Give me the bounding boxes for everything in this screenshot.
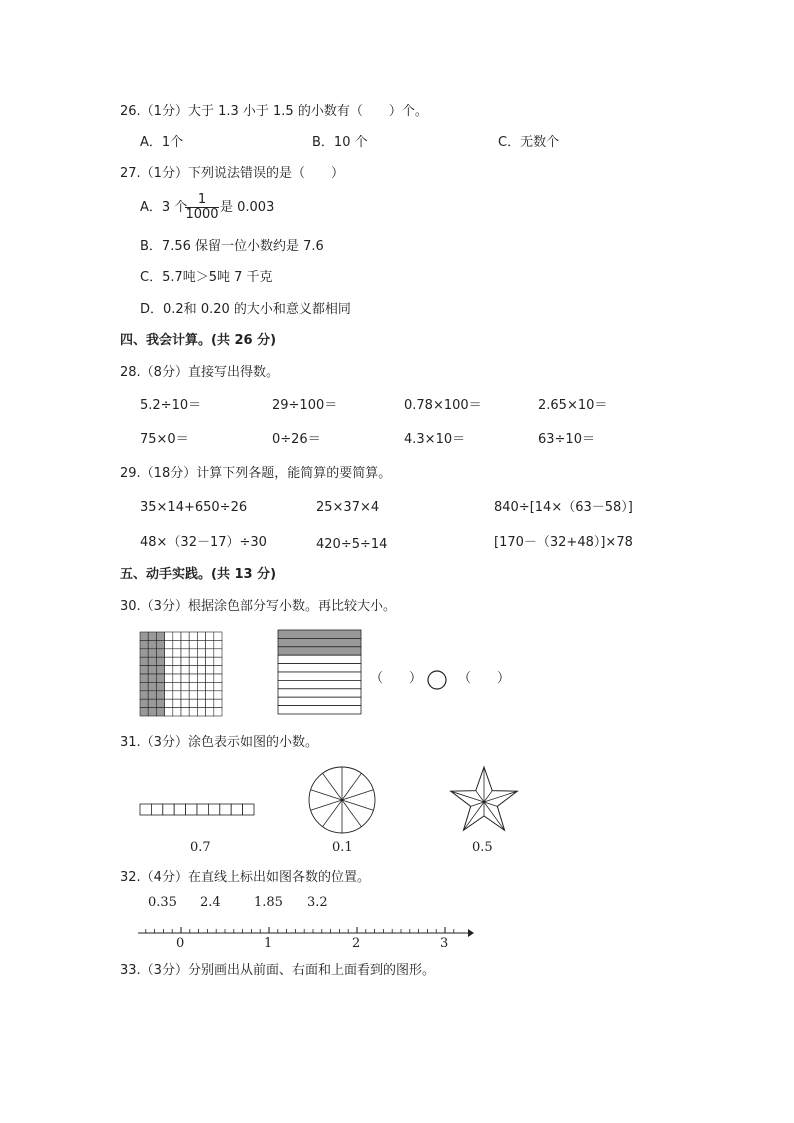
q28-item: 63÷10＝ bbox=[538, 432, 595, 447]
number-line-label: 3 bbox=[440, 936, 449, 951]
grid-cell bbox=[214, 699, 222, 707]
section-5-heading: 五、动手实践。(共 13 分) bbox=[120, 567, 277, 582]
q27-option-a-suffix[interactable]: 是 0.003 bbox=[220, 200, 275, 215]
grid-cell bbox=[181, 657, 189, 665]
grid-cell bbox=[156, 640, 164, 648]
q28-item: 0.78×100＝ bbox=[404, 398, 482, 413]
grid-cell bbox=[206, 657, 214, 665]
number-line-label: 1 bbox=[264, 936, 273, 951]
grid-cell bbox=[214, 708, 222, 716]
grid-cell bbox=[165, 649, 173, 657]
grid-cell bbox=[173, 691, 181, 699]
bar-cell bbox=[197, 804, 208, 815]
grid-cell bbox=[156, 674, 164, 682]
number-line-label: 2 bbox=[352, 936, 361, 951]
number-line-label: 0 bbox=[176, 936, 185, 951]
grid-cell bbox=[156, 699, 164, 707]
q26-option-b[interactable]: B．10 个 bbox=[312, 135, 368, 150]
q31-label-bar: 0.7 bbox=[190, 840, 211, 855]
grid-cell bbox=[206, 699, 214, 707]
q29-item: 25×37×4 bbox=[316, 500, 380, 515]
grid-cell bbox=[214, 640, 222, 648]
grid-cell bbox=[181, 682, 189, 690]
q27-option-b[interactable]: B．7.56 保留一位小数约是 7.6 bbox=[140, 239, 324, 254]
q32-number: 0.35 bbox=[148, 895, 177, 910]
strip-row bbox=[278, 630, 361, 638]
q29-item: 420÷5÷14 bbox=[316, 537, 388, 552]
grid-cell bbox=[165, 666, 173, 674]
q28-item: 4.3×10＝ bbox=[404, 432, 466, 447]
grid-cell bbox=[181, 691, 189, 699]
grid-cell bbox=[206, 666, 214, 674]
strip-row bbox=[278, 638, 361, 646]
q28-item: 5.2÷10＝ bbox=[140, 398, 202, 413]
strip-row bbox=[278, 647, 361, 655]
q33-stem: 33.（3分）分别画出从前面、右面和上面看到的图形。 bbox=[120, 963, 435, 978]
q27-option-a-prefix[interactable]: A．3 个 bbox=[140, 200, 188, 215]
grid-cell bbox=[206, 691, 214, 699]
q30-blank-left[interactable]: （ ） bbox=[370, 671, 423, 686]
bar-cell bbox=[151, 804, 162, 815]
fraction-denominator: 1000 bbox=[185, 207, 219, 222]
strip-row bbox=[278, 697, 361, 705]
strip-row bbox=[278, 680, 361, 688]
grid-cell bbox=[165, 640, 173, 648]
ten-cell-bar-figure[interactable] bbox=[139, 803, 255, 816]
bar-cell bbox=[208, 804, 219, 815]
grid-cell bbox=[173, 674, 181, 682]
bar-cell bbox=[220, 804, 231, 815]
grid-cell bbox=[140, 632, 148, 640]
compare-circle-shape bbox=[428, 671, 446, 689]
grid-cell bbox=[140, 649, 148, 657]
grid-cell bbox=[140, 666, 148, 674]
grid-cell bbox=[148, 666, 156, 674]
q31-label-star: 0.5 bbox=[472, 840, 493, 855]
strip-row bbox=[278, 689, 361, 697]
bar-cell bbox=[174, 804, 185, 815]
number-line-arrow bbox=[468, 929, 474, 937]
grid-cell bbox=[197, 649, 205, 657]
q29-stem: 29.（18分）计算下列各题，能简算的要简算。 bbox=[120, 466, 392, 481]
hundred-grid-figure bbox=[139, 631, 223, 717]
star-figure[interactable] bbox=[449, 765, 519, 833]
grid-cell bbox=[140, 682, 148, 690]
grid-cell bbox=[197, 657, 205, 665]
grid-cell bbox=[189, 691, 197, 699]
bar-cell bbox=[231, 804, 242, 815]
grid-cell bbox=[148, 708, 156, 716]
grid-cell bbox=[148, 682, 156, 690]
grid-cell bbox=[181, 699, 189, 707]
grid-cell bbox=[140, 657, 148, 665]
q27-stem: 27.（1分）下列说法错误的是（ ） bbox=[120, 166, 344, 181]
q31-label-circle: 0.1 bbox=[332, 840, 353, 855]
q27-fraction bbox=[185, 193, 219, 222]
grid-cell bbox=[140, 640, 148, 648]
grid-cell bbox=[165, 691, 173, 699]
grid-cell bbox=[173, 640, 181, 648]
grid-cell bbox=[206, 632, 214, 640]
grid-cell bbox=[189, 674, 197, 682]
grid-cell bbox=[181, 640, 189, 648]
grid-cell bbox=[189, 632, 197, 640]
grid-cell bbox=[140, 674, 148, 682]
section-4-heading: 四、我会计算。(共 26 分) bbox=[120, 333, 277, 348]
grid-cell bbox=[173, 682, 181, 690]
grid-cell bbox=[148, 632, 156, 640]
grid-cell bbox=[148, 699, 156, 707]
grid-cell bbox=[214, 666, 222, 674]
grid-cell bbox=[156, 666, 164, 674]
grid-cell bbox=[165, 657, 173, 665]
grid-cell bbox=[140, 708, 148, 716]
grid-cell bbox=[181, 649, 189, 657]
grid-cell bbox=[165, 708, 173, 716]
q31-stem: 31.（3分）涂色表示如图的小数。 bbox=[120, 735, 318, 750]
grid-cell bbox=[197, 640, 205, 648]
grid-cell bbox=[214, 691, 222, 699]
grid-cell bbox=[181, 666, 189, 674]
q30-stem: 30.（3分）根据涂色部分写小数。再比较大小。 bbox=[120, 599, 396, 614]
bar-cell bbox=[163, 804, 174, 815]
bar-cell bbox=[186, 804, 197, 815]
q30-blank-right[interactable]: （ ） bbox=[458, 671, 511, 686]
grid-cell bbox=[148, 649, 156, 657]
strip-row bbox=[278, 664, 361, 672]
grid-cell bbox=[173, 708, 181, 716]
grid-cell bbox=[189, 708, 197, 716]
grid-cell bbox=[156, 632, 164, 640]
grid-cell bbox=[197, 674, 205, 682]
ten-sector-circle-figure[interactable] bbox=[308, 766, 376, 834]
grid-cell bbox=[189, 649, 197, 657]
grid-cell bbox=[165, 699, 173, 707]
q28-item: 0÷26＝ bbox=[272, 432, 321, 447]
q28-item: 75×0＝ bbox=[140, 432, 189, 447]
grid-cell bbox=[206, 708, 214, 716]
grid-cell bbox=[206, 649, 214, 657]
grid-cell bbox=[165, 682, 173, 690]
grid-cell bbox=[140, 699, 148, 707]
grid-cell bbox=[189, 682, 197, 690]
grid-cell bbox=[173, 649, 181, 657]
strip-row bbox=[278, 655, 361, 663]
q32-stem: 32.（4分）在直线上标出如图各数的位置。 bbox=[120, 870, 370, 885]
grid-cell bbox=[165, 632, 173, 640]
compare-circle[interactable] bbox=[426, 669, 448, 691]
grid-cell bbox=[206, 674, 214, 682]
grid-cell bbox=[148, 674, 156, 682]
grid-cell bbox=[197, 632, 205, 640]
grid-cell bbox=[148, 657, 156, 665]
grid-cell bbox=[156, 657, 164, 665]
number-line[interactable] bbox=[138, 925, 474, 937]
grid-cell bbox=[181, 708, 189, 716]
strip-rectangle-figure bbox=[277, 629, 362, 715]
q26-option-a[interactable]: A．1个 bbox=[140, 135, 184, 150]
grid-cell bbox=[214, 674, 222, 682]
grid-cell bbox=[165, 674, 173, 682]
q28-item: 2.65×10＝ bbox=[538, 398, 608, 413]
grid-cell bbox=[206, 640, 214, 648]
q32-number: 2.4 bbox=[200, 895, 221, 910]
q32-number: 1.85 bbox=[254, 895, 283, 910]
grid-cell bbox=[148, 691, 156, 699]
grid-cell bbox=[189, 666, 197, 674]
q26-option-c[interactable]: C．无数个 bbox=[498, 135, 560, 150]
grid-cell bbox=[197, 682, 205, 690]
q29-item: 840÷[14×（63－58）] bbox=[494, 500, 633, 515]
strip-row bbox=[278, 706, 361, 714]
strip-row bbox=[278, 672, 361, 680]
grid-cell bbox=[189, 640, 197, 648]
q27-option-d[interactable]: D．0.2和 0.20 的大小和意义都相同 bbox=[140, 302, 351, 317]
grid-cell bbox=[173, 699, 181, 707]
q32-number: 3.2 bbox=[307, 895, 328, 910]
grid-cell bbox=[156, 708, 164, 716]
q28-item: 29÷100＝ bbox=[272, 398, 338, 413]
grid-cell bbox=[214, 657, 222, 665]
q28-stem: 28.（8分）直接写出得数。 bbox=[120, 365, 279, 380]
grid-cell bbox=[197, 691, 205, 699]
bar-cell bbox=[140, 804, 151, 815]
grid-cell bbox=[197, 666, 205, 674]
grid-cell bbox=[156, 691, 164, 699]
bar-cell bbox=[243, 804, 254, 815]
grid-cell bbox=[156, 649, 164, 657]
q29-item: [170－（32+48）]×78 bbox=[494, 535, 633, 550]
grid-cell bbox=[214, 632, 222, 640]
grid-cell bbox=[197, 708, 205, 716]
grid-cell bbox=[173, 632, 181, 640]
grid-cell bbox=[214, 649, 222, 657]
grid-cell bbox=[181, 674, 189, 682]
fraction-numerator: 1 bbox=[197, 192, 207, 207]
q29-item: 35×14+650÷26 bbox=[140, 500, 248, 515]
grid-cell bbox=[189, 699, 197, 707]
grid-cell bbox=[189, 657, 197, 665]
q29-item: 48×（32－17）÷30 bbox=[140, 535, 267, 550]
grid-cell bbox=[148, 640, 156, 648]
grid-cell bbox=[197, 699, 205, 707]
q27-option-c[interactable]: C．5.7吨＞5吨 7 千克 bbox=[140, 270, 273, 285]
grid-cell bbox=[181, 632, 189, 640]
grid-cell bbox=[173, 657, 181, 665]
grid-cell bbox=[173, 666, 181, 674]
q26-stem: 26.（1分）大于 1.3 小于 1.5 的小数有（ ）个。 bbox=[120, 104, 428, 119]
grid-cell bbox=[156, 682, 164, 690]
grid-cell bbox=[140, 691, 148, 699]
grid-cell bbox=[206, 682, 214, 690]
grid-cell bbox=[214, 682, 222, 690]
